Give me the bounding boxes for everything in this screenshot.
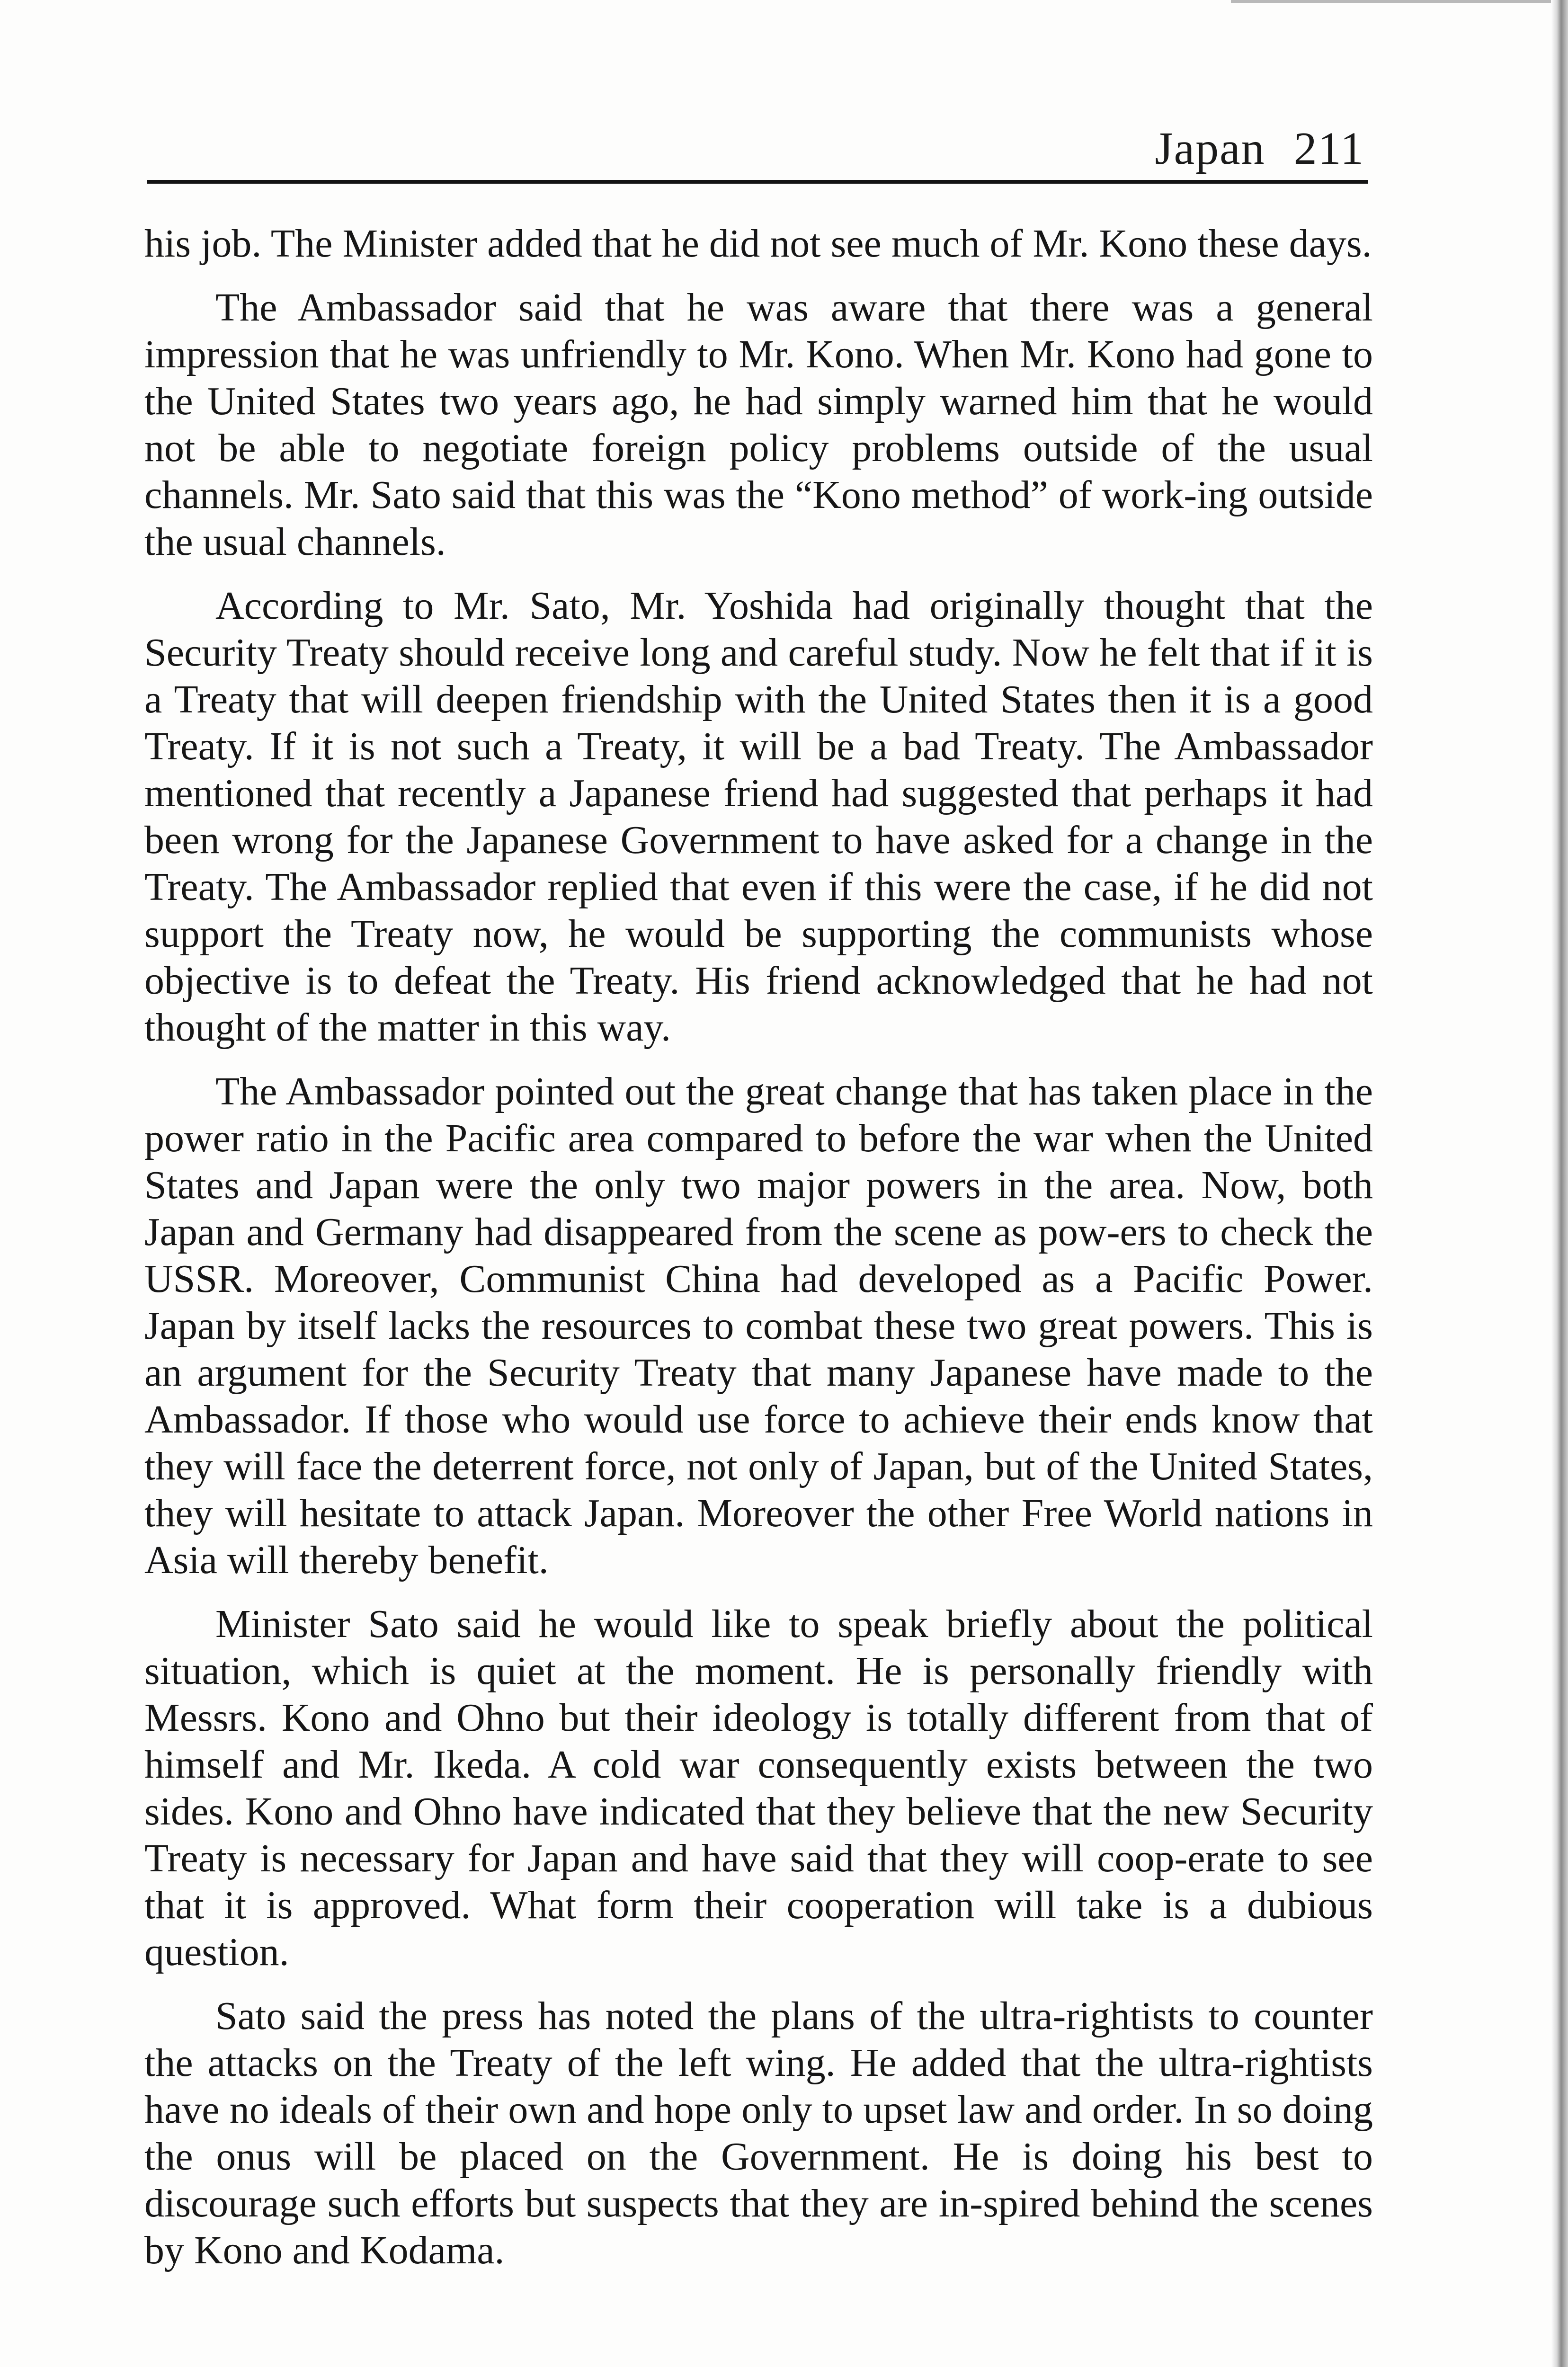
header-section-title: Japan bbox=[1155, 123, 1265, 174]
scan-top-edge bbox=[1231, 0, 1568, 3]
paragraph-2: The Ambassador said that he was aware that there was a general impression that he was unfriendly to Mr. Kono. When Mr. Kono had gone to the United States two years ago, he had simply warned him that he would not be able to negotiate foreign policy problems outside of the usual channels. Mr. Sato said that this was the “Kono method” of work-ing outside the usual channels. bbox=[144, 285, 1373, 564]
book-spine-edge bbox=[1551, 0, 1568, 2367]
body-text bbox=[144, 220, 1373, 2291]
page-number: 211 bbox=[1293, 123, 1364, 174]
paragraph-3: According to Mr. Sato, Mr. Yoshida had originally thought that the Security Treaty should receive long and careful study. Now he felt that if it is a Treaty that will deepen friendship with the United States then it is a good Treaty. If it is not such a Treaty, it will be a bad Treaty. The Ambassador mentioned that recently a Japanese friend had suggested that perhaps it had been wrong for the Japanese Government to have asked for a change in the Treaty. The Ambassador replied that even if this were the case, if he did not support the Treaty now, he would be supporting the communists whose objective is to defeat the Treaty. His friend acknowledged that he had not thought of the matter in this way. bbox=[144, 584, 1373, 1050]
paragraph-1: his job. The Minister added that he did not see much of Mr. Kono these days. bbox=[144, 222, 1372, 266]
paragraph-5: Minister Sato said he would like to speak briefly about the political situation, which is quiet at the moment. He is personally friendly with Messrs. Kono and Ohno but their ideology is totally different from that of himself and Mr. Ikeda. A cold war consequently exists between the two sides. Kono and Ohno have indicated that they believe that the new Security Treaty is necessary for Japan and have said that they will coop-erate to see that it is approved. What form their cooperation will take is a dubious question. bbox=[144, 1602, 1373, 1974]
header-text bbox=[1155, 122, 1364, 175]
paragraph-6: Sato said the press has noted the plans of the ultra-rightists to counter the attacks on the Treaty of the left wing. He added that the ultra-rightists have no ideals of their own and hope only to upset law and order. In so doing the onus will be placed on the Government. He is doing his best to discourage such efforts but suspects that they are in-spired behind the scenes by Kono and Kodama. bbox=[144, 1994, 1373, 2272]
running-header bbox=[147, 118, 1368, 184]
paragraph-4: The Ambassador pointed out the great change that has taken place in the power ratio in the Pacific area compared to before the war when the United States and Japan were the only two major powers in the area. Now, both Japan and Germany had disappeared from the scene as pow-ers to check the USSR. Moreover, Communist China had developed as a Pacific Power. Japan by itself lacks the resources to combat these two great powers. This is an argument for the Security Treaty that many Japanese have made to the Ambassador. If those who would use force to achieve their ends know that they will face the deterrent force, not only of Japan, but of the United States, they will hesitate to attack Japan. Moreover the other Free World nations in Asia will thereby benefit. bbox=[144, 1069, 1373, 1582]
